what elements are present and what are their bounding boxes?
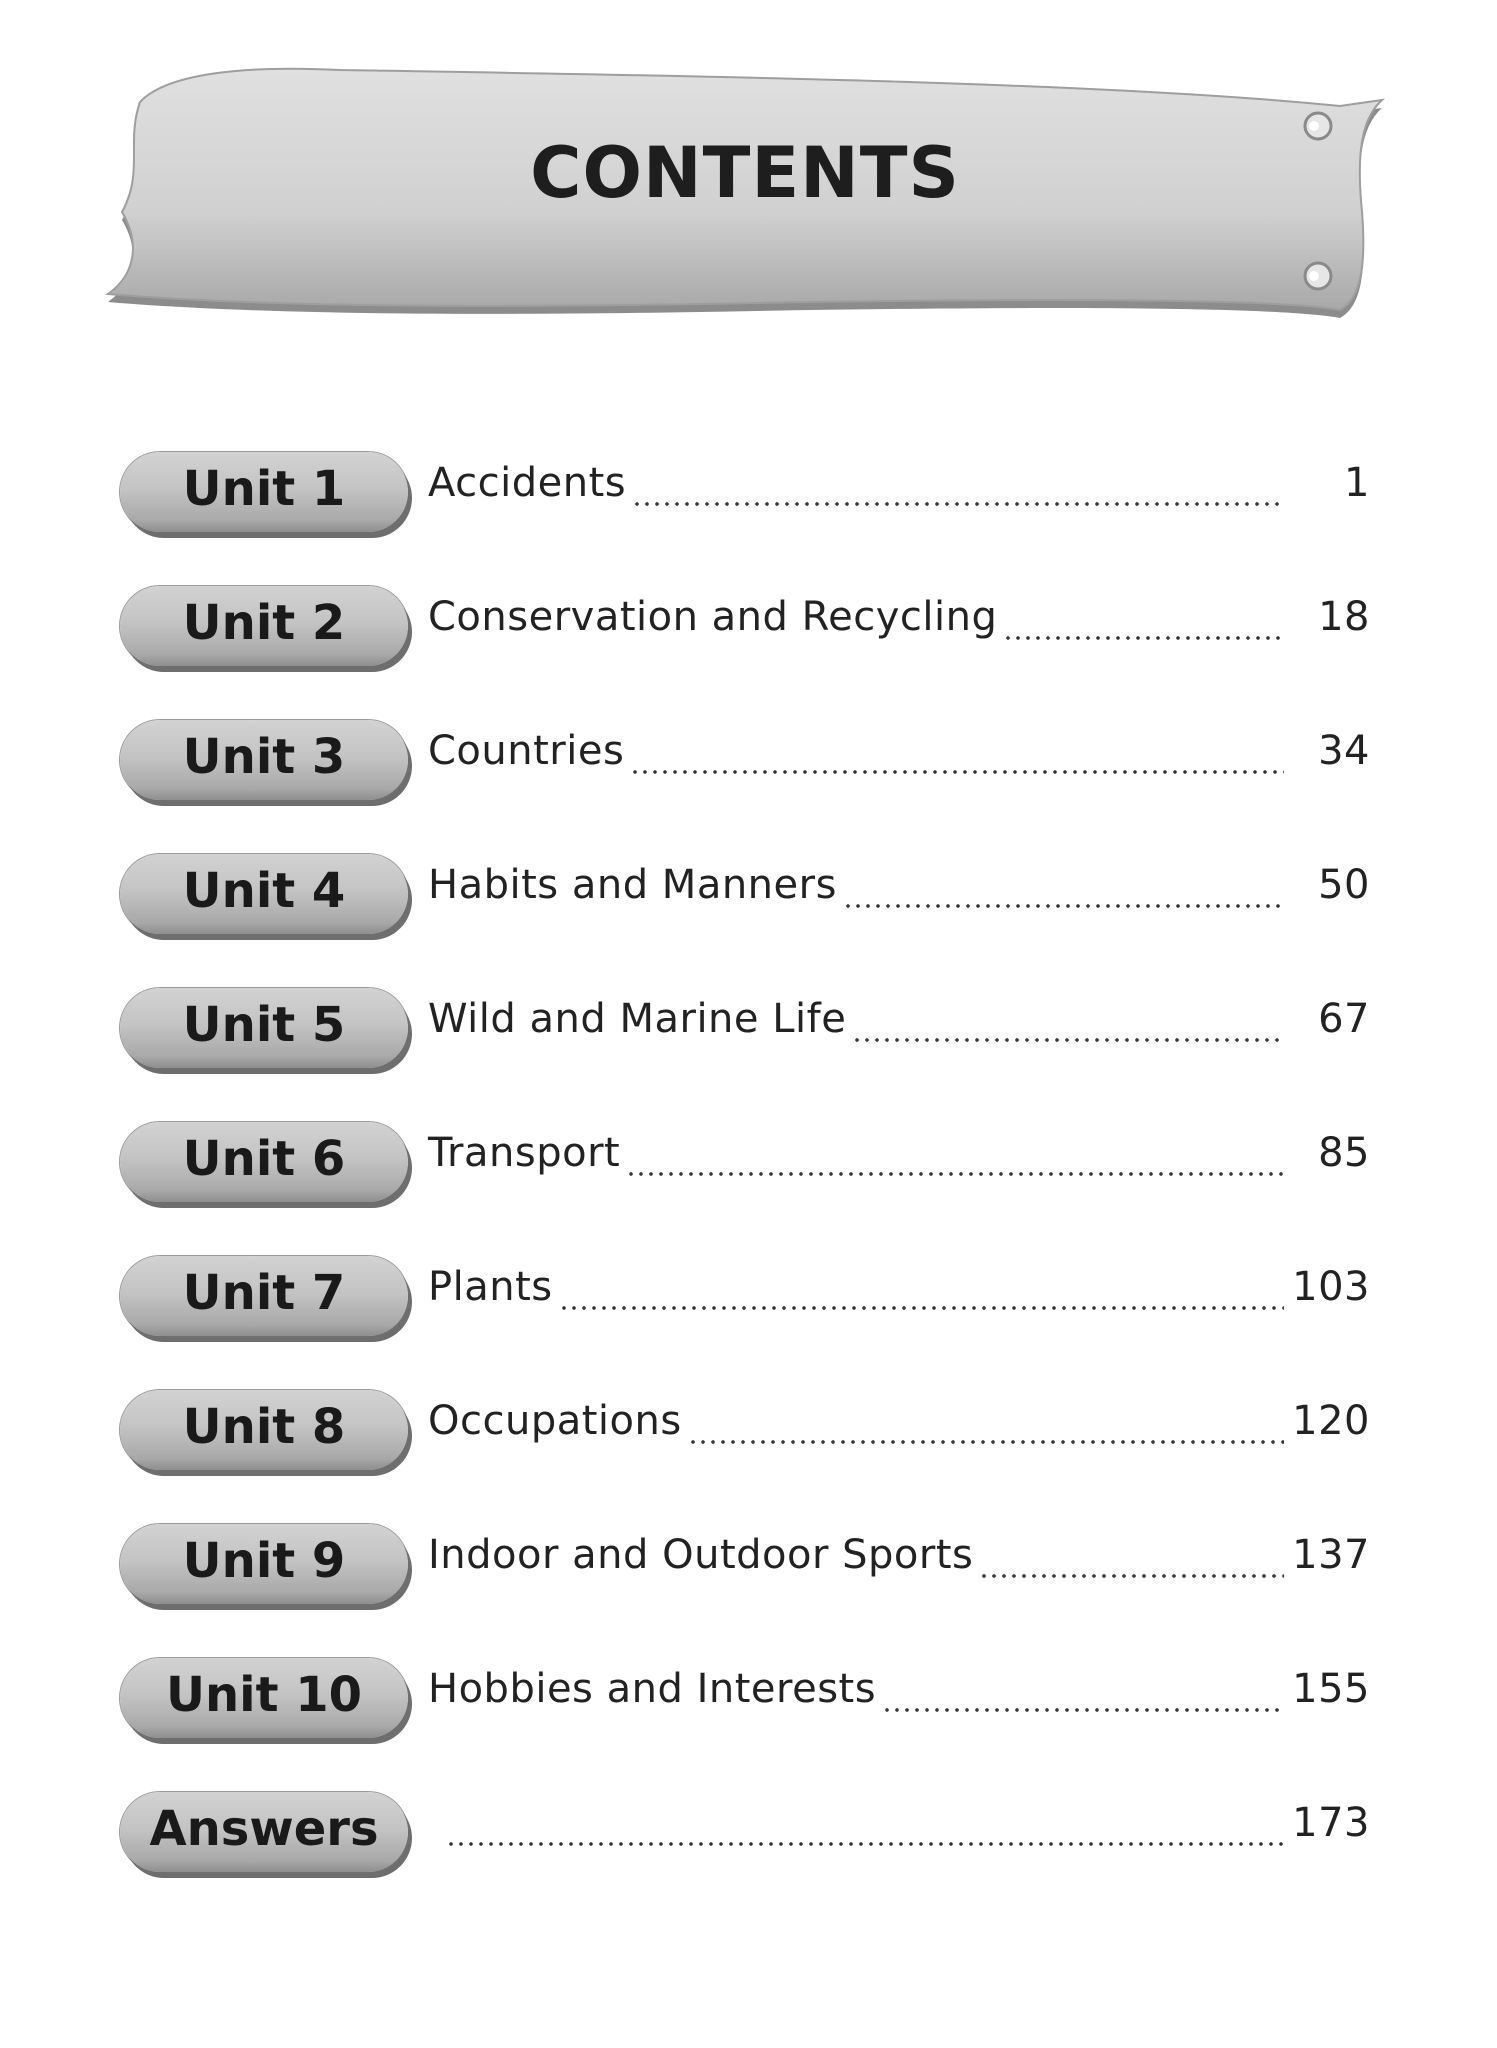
toc-row[interactable] [120,854,1370,988]
page-number: 103 [1292,1264,1370,1310]
entry-title: Wild and Marine Life [428,996,847,1042]
contents-banner [100,62,1390,322]
entry-title: Hobbies and Interests [428,1666,877,1712]
entry-title: Transport [428,1130,621,1176]
unit-badge [120,586,408,666]
unit-badge [120,452,408,532]
toc-row[interactable] [120,1256,1370,1390]
toc-row-answers[interactable] [120,1792,1370,1926]
page-number: 50 [1318,862,1370,908]
entry-title: Occupations [428,1398,682,1444]
unit-badge [120,1122,408,1202]
dot-leader [1003,636,1284,640]
toc-row[interactable] [120,1390,1370,1524]
page-number: 18 [1318,594,1370,640]
dot-leader [446,1842,1284,1846]
toc-row[interactable] [120,988,1370,1122]
unit-badge [120,1524,408,1604]
entry-title: Accidents [428,460,627,506]
unit-label: Unit 7 [182,1265,346,1321]
entry-title: Conservation and Recycling [428,594,998,640]
dot-leader [688,1440,1284,1444]
toc-entry [428,1398,1370,1458]
page-number: 85 [1318,1130,1370,1176]
dot-leader [630,770,1284,774]
dot-leader [843,904,1284,908]
unit-badge [120,854,408,934]
unit-label: Unit 3 [182,729,346,785]
toc-row[interactable] [120,1122,1370,1256]
entry-title: Habits and Manners [428,862,837,908]
dot-leader [852,1038,1284,1042]
entry-title: Countries [428,728,625,774]
entry-title: Indoor and Outdoor Sports [428,1532,974,1578]
unit-label: Unit 10 [165,1667,363,1723]
dot-leader [559,1306,1284,1310]
toc-entry [428,594,1370,654]
unit-label: Unit 2 [182,595,346,651]
page-number: 137 [1292,1532,1370,1578]
entry-title: Plants [428,1264,553,1310]
toc-entry [428,460,1370,520]
toc-entry [428,1130,1370,1190]
answers-badge [120,1792,408,1872]
dot-leader [979,1574,1284,1578]
unit-badge [120,988,408,1068]
answers-label: Answers [149,1801,379,1857]
unit-label: Unit 8 [182,1399,346,1455]
page-number: 120 [1292,1398,1370,1444]
page-title: CONTENTS [530,132,960,214]
unit-label: Unit 4 [182,863,346,919]
unit-label: Unit 9 [182,1533,346,1589]
unit-badge [120,1390,408,1470]
toc-row[interactable] [120,452,1370,586]
toc-entry [428,728,1370,788]
toc-row[interactable] [120,1658,1370,1792]
toc-entry [428,1800,1370,1860]
page-number: 34 [1318,728,1370,774]
toc-entry [428,1264,1370,1324]
toc-entry [428,862,1370,922]
toc-entry [428,1532,1370,1592]
toc-row[interactable] [120,586,1370,720]
page-number: 173 [1292,1800,1370,1846]
dot-leader [632,502,1284,506]
unit-badge [120,1658,408,1738]
page-number: 67 [1318,996,1370,1042]
table-of-contents [120,452,1370,1926]
dot-leader [626,1172,1284,1176]
toc-row[interactable] [120,1524,1370,1658]
unit-badge [120,1256,408,1336]
unit-label: Unit 1 [182,461,346,517]
unit-label: Unit 5 [182,997,346,1053]
page-number: 155 [1292,1666,1370,1712]
unit-label: Unit 6 [182,1131,346,1187]
toc-entry [428,1666,1370,1726]
toc-entry [428,996,1370,1056]
dot-leader [882,1708,1284,1712]
toc-row[interactable] [120,720,1370,854]
page-number: 1 [1344,460,1370,506]
unit-badge [120,720,408,800]
